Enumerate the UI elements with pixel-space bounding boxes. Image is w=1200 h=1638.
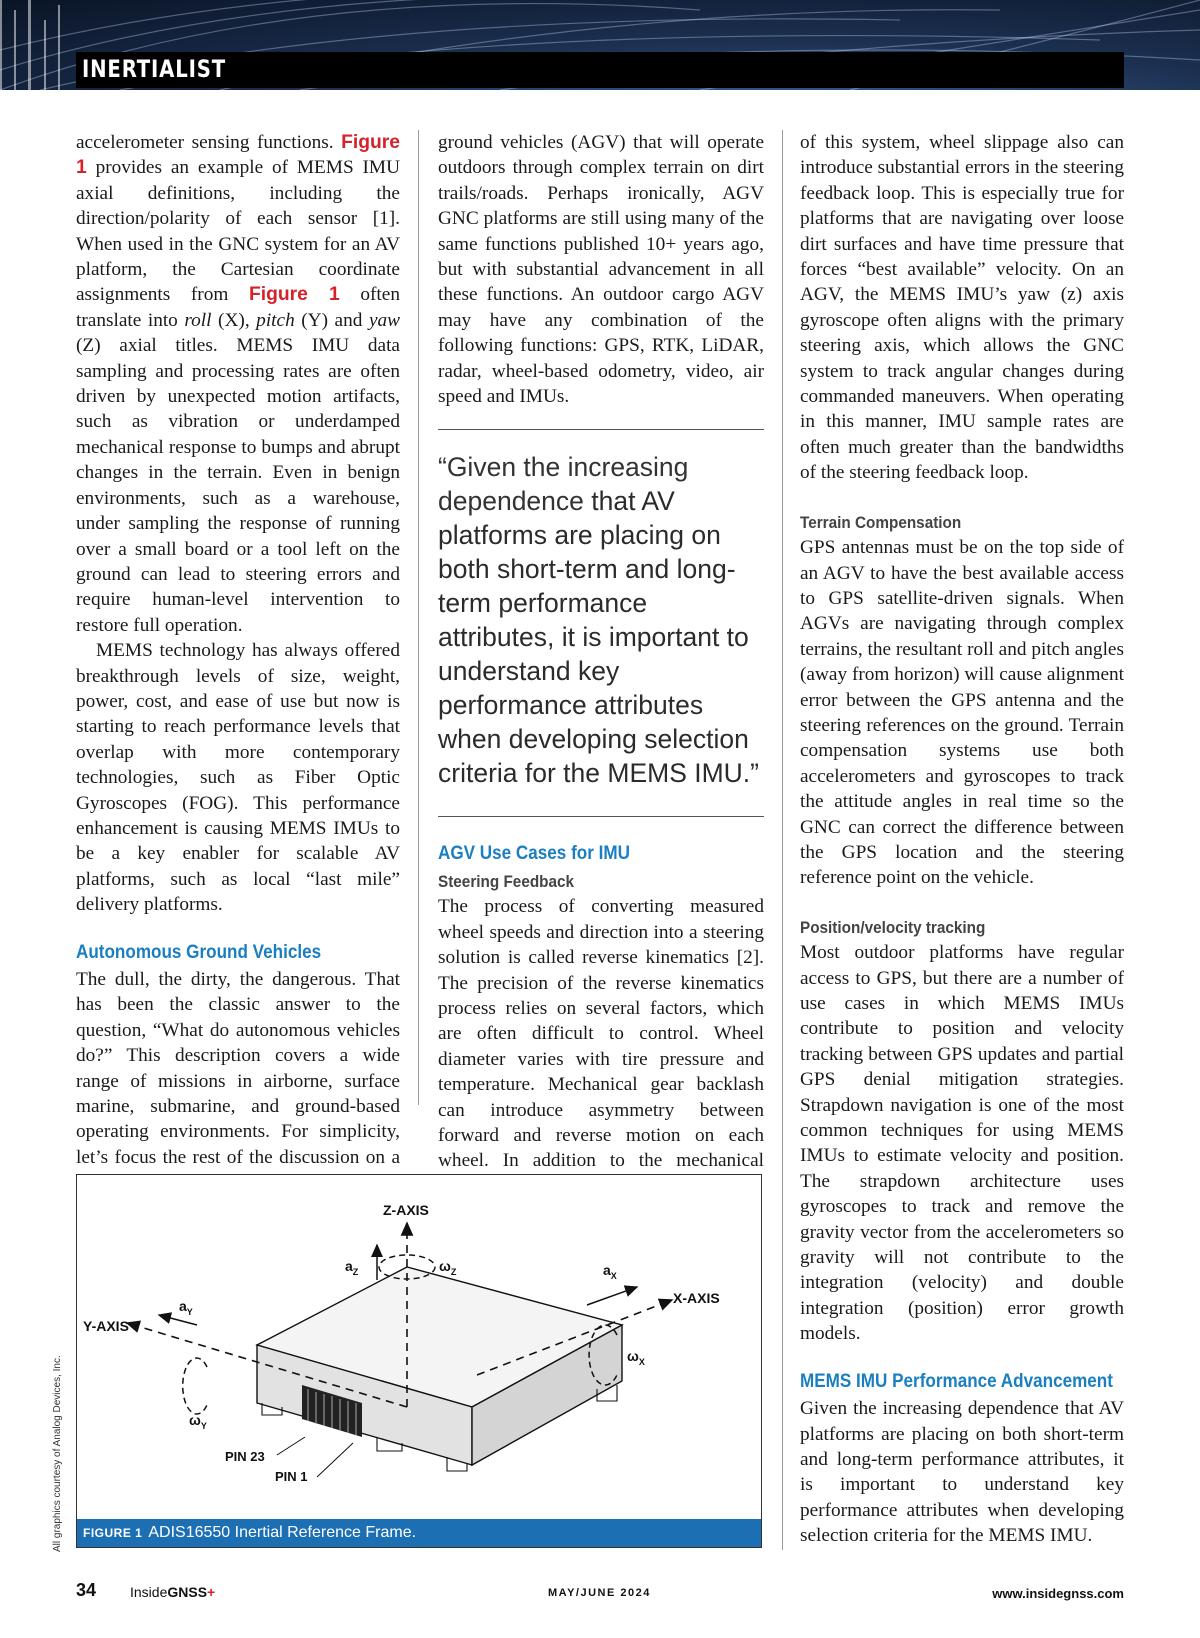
text-run: (X), — [218, 309, 250, 331]
text-run: pitch — [256, 309, 295, 331]
pull-quote-text — [438, 450, 764, 790]
brand-part: Inside — [130, 1584, 168, 1600]
section-heading: AGV Use Cases for IMU — [438, 843, 630, 865]
subsection-heading: Terrain Compensation — [800, 512, 962, 532]
text-run: (Y) and — [301, 309, 363, 331]
section-bar — [76, 52, 1124, 88]
z-axis-label: Z-AXIS — [383, 1202, 429, 1218]
section-heading: MEMS IMU Performance Advancement — [800, 1370, 1113, 1392]
az-label: $a_Z$ — [345, 1258, 359, 1277]
wy-rotation — [183, 1358, 207, 1414]
pull-quote — [438, 429, 764, 817]
paragraph: MEMS technology has always offered breakthrough levels of size, weight, power, cost, and ease of use but now is starting to reach performance levels that overlap with more contemporary technologies, such as Fiber Optic Gyroscopes (FOG). This performance enhancement is causing MEMS IMUs to be a key enabler for scalable AV platforms, such as local “last mile” delivery platforms. — [76, 640, 400, 916]
paragraph: The process of converting measured wheel speeds and direction into a steering solution is called reverse kinematics [2]. The precision of the reverse kinematics process relies on several factors, which are often difficult to control. Wheel diameter varies with tire pressure and temperature. Mechanical gear backlash can introduce asymmetry between forward and reverse motion on each wheel. In addition to the mechanical — [438, 896, 764, 1172]
wx-label: $\omega_X$ — [627, 1348, 645, 1367]
column-rule-right — [782, 130, 783, 1550]
column-2 — [438, 130, 764, 1199]
page-number: 34 — [76, 1580, 97, 1600]
text-run: accelerometer sensing functions. — [76, 132, 334, 153]
pin1-label: PIN 1 — [275, 1469, 308, 1484]
issue-date: MAY/JUNE 2024 — [548, 1587, 651, 1599]
paragraph: of this system, wheel slippage also can introduce substantial errors in the steering feedback loop. This is especially true for platforms that are navigating over loose dirt surfaces and have time pressure that forces “best available” velocity. On an AGV, the MEMS IMU’s yaw (z) axis gyroscope often aligns with the primary steering axis, which allows the GNC system to track angular changes during commanded maneuvers. When operating in this manner, IMU sample rates are often much greater than the bandwidths of the steering feedback loop. — [800, 132, 1124, 484]
paragraph: Most outdoor platforms have regular access to GPS, but there are a number of use cases in which MEMS IMUs contribute to position and velocity tracking between GPS updates and partial GPS denial mitigation strategies. Strapdown navigation is one of the most common techniques for using MEMS IMUs to estimate velocity and position. The strapdown architecture uses gyroscopes to track and remove the gravity vector from the accelerometers so gravity will not contribute to the integration (velocity) and double integration (position) error growth models. — [800, 942, 1124, 1345]
paragraph: GPS antennas must be on the top side of an AGV to have the best available access to GPS satellite-driven signals. When AGVs are navigating through complex terrains, the resultant roll and pitch angles (away from horizon) will cause alignment error between the GPS antenna and the steering references on the ground. Terrain compensation systems use both accelerometers and gyroscopes to track the attitude angles in real time so the GNC can correct the difference between the GPS location and the steering reference point on the vehicle. — [800, 537, 1124, 889]
paragraph: ground vehicles (AGV) that will operate outdoors through complex terrain on dirt trails/roads. Perhaps ironically, AGV GNC platforms are still using many of the same functions published 10+ years ago, but with substantial advancement in all these functions. An outdoor cargo AGV may have any combination of the following functions: GPS, RTK, LiDAR, radar, wheel-based odometry, video, air speed and IMUs. — [438, 132, 764, 408]
brand-part: + — [207, 1584, 216, 1600]
imu-axis-diagram — [77, 1175, 761, 1519]
pull-quote-lead: “Given the increasing dependence — [438, 452, 689, 517]
figure-reference: Figure 1 — [76, 132, 400, 179]
figure-caption — [77, 1519, 761, 1547]
text-run: yaw — [368, 309, 400, 331]
wy-label: $\omega_Y$ — [189, 1412, 207, 1431]
section-title: INERTIALIST — [82, 55, 226, 83]
subsection-heading: Position/velocity tracking — [800, 917, 986, 937]
section-heading: Autonomous Ground Vehicles — [76, 941, 322, 963]
ay-label: $a_Y$ — [179, 1298, 193, 1317]
column-1 — [76, 130, 400, 1196]
ax-label: $a_X$ — [603, 1262, 617, 1281]
pull-quote-body: that AV platforms are placing on both short-term and long-term performance attributes, it is important to understand key performance attributes when developing selection criteria for the MEMS IMU.” — [438, 486, 759, 789]
website-url: www.insidegnss.com — [992, 1586, 1124, 1601]
paragraph: Given the increasing dependence that AV platforms are placing on both short-term and long-term performance attributes, it is important to understand key performance attributes when developing selection criteria for the MEMS IMU. — [800, 1398, 1124, 1547]
ax-arrow — [587, 1287, 637, 1305]
paragraph — [76, 130, 400, 638]
text-run: provides an example of MEMS IMU axial definitions, including the direction/polarity of each sensor [1]. When used in the GNC system for an AV platform, the Cartesian coordinate assignments from — [76, 157, 400, 306]
text-run: often translate into — [76, 284, 400, 331]
pin23-label: PIN 23 — [225, 1449, 265, 1464]
text-run: (Z) axial titles. MEMS IMU data sampling and processing rates are often driven by unexpected motion artifacts, such as vibration or underdamped mechanical response to bumps and abrupt changes in the terrain. Even in benign environments, such as a warehouse, under sampling the response of running over a small board or a tool left on the ground can lead to steering errors and require human-level intervention to restore full operation. — [76, 335, 400, 636]
figure-label: FIGURE 1 — [83, 1526, 143, 1540]
image-credit: All graphics courtesy of Analog Devices, Inc. — [52, 1355, 63, 1552]
column-3 — [800, 130, 1124, 1549]
imu-package — [257, 1267, 622, 1465]
caption-text: ADIS16550 Inertial Reference Frame. — [148, 1524, 417, 1541]
column-rule-left — [418, 130, 419, 1105]
figure-reference: Figure 1 — [248, 284, 340, 306]
text-run: roll — [184, 309, 212, 331]
subsection-heading: Steering Feedback — [438, 871, 575, 891]
figure-1 — [76, 1174, 762, 1548]
brand-part: GNSS — [167, 1584, 208, 1600]
y-axis-label: Y-AXIS — [83, 1318, 129, 1334]
paragraph: The dull, the dirty, the dangerous. That has been the classic answer to the question, “What do autonomous vehicles do?” This description covers a wide range of missions in airborne, surface marine, submarine, and ground-based operating environments. For simplicity, let’s focus the rest of the discussion on a — [76, 969, 400, 1168]
wz-label: $\omega_Z$ — [439, 1258, 457, 1277]
publication-brand — [130, 1584, 215, 1600]
x-axis-label: X-AXIS — [673, 1290, 720, 1306]
